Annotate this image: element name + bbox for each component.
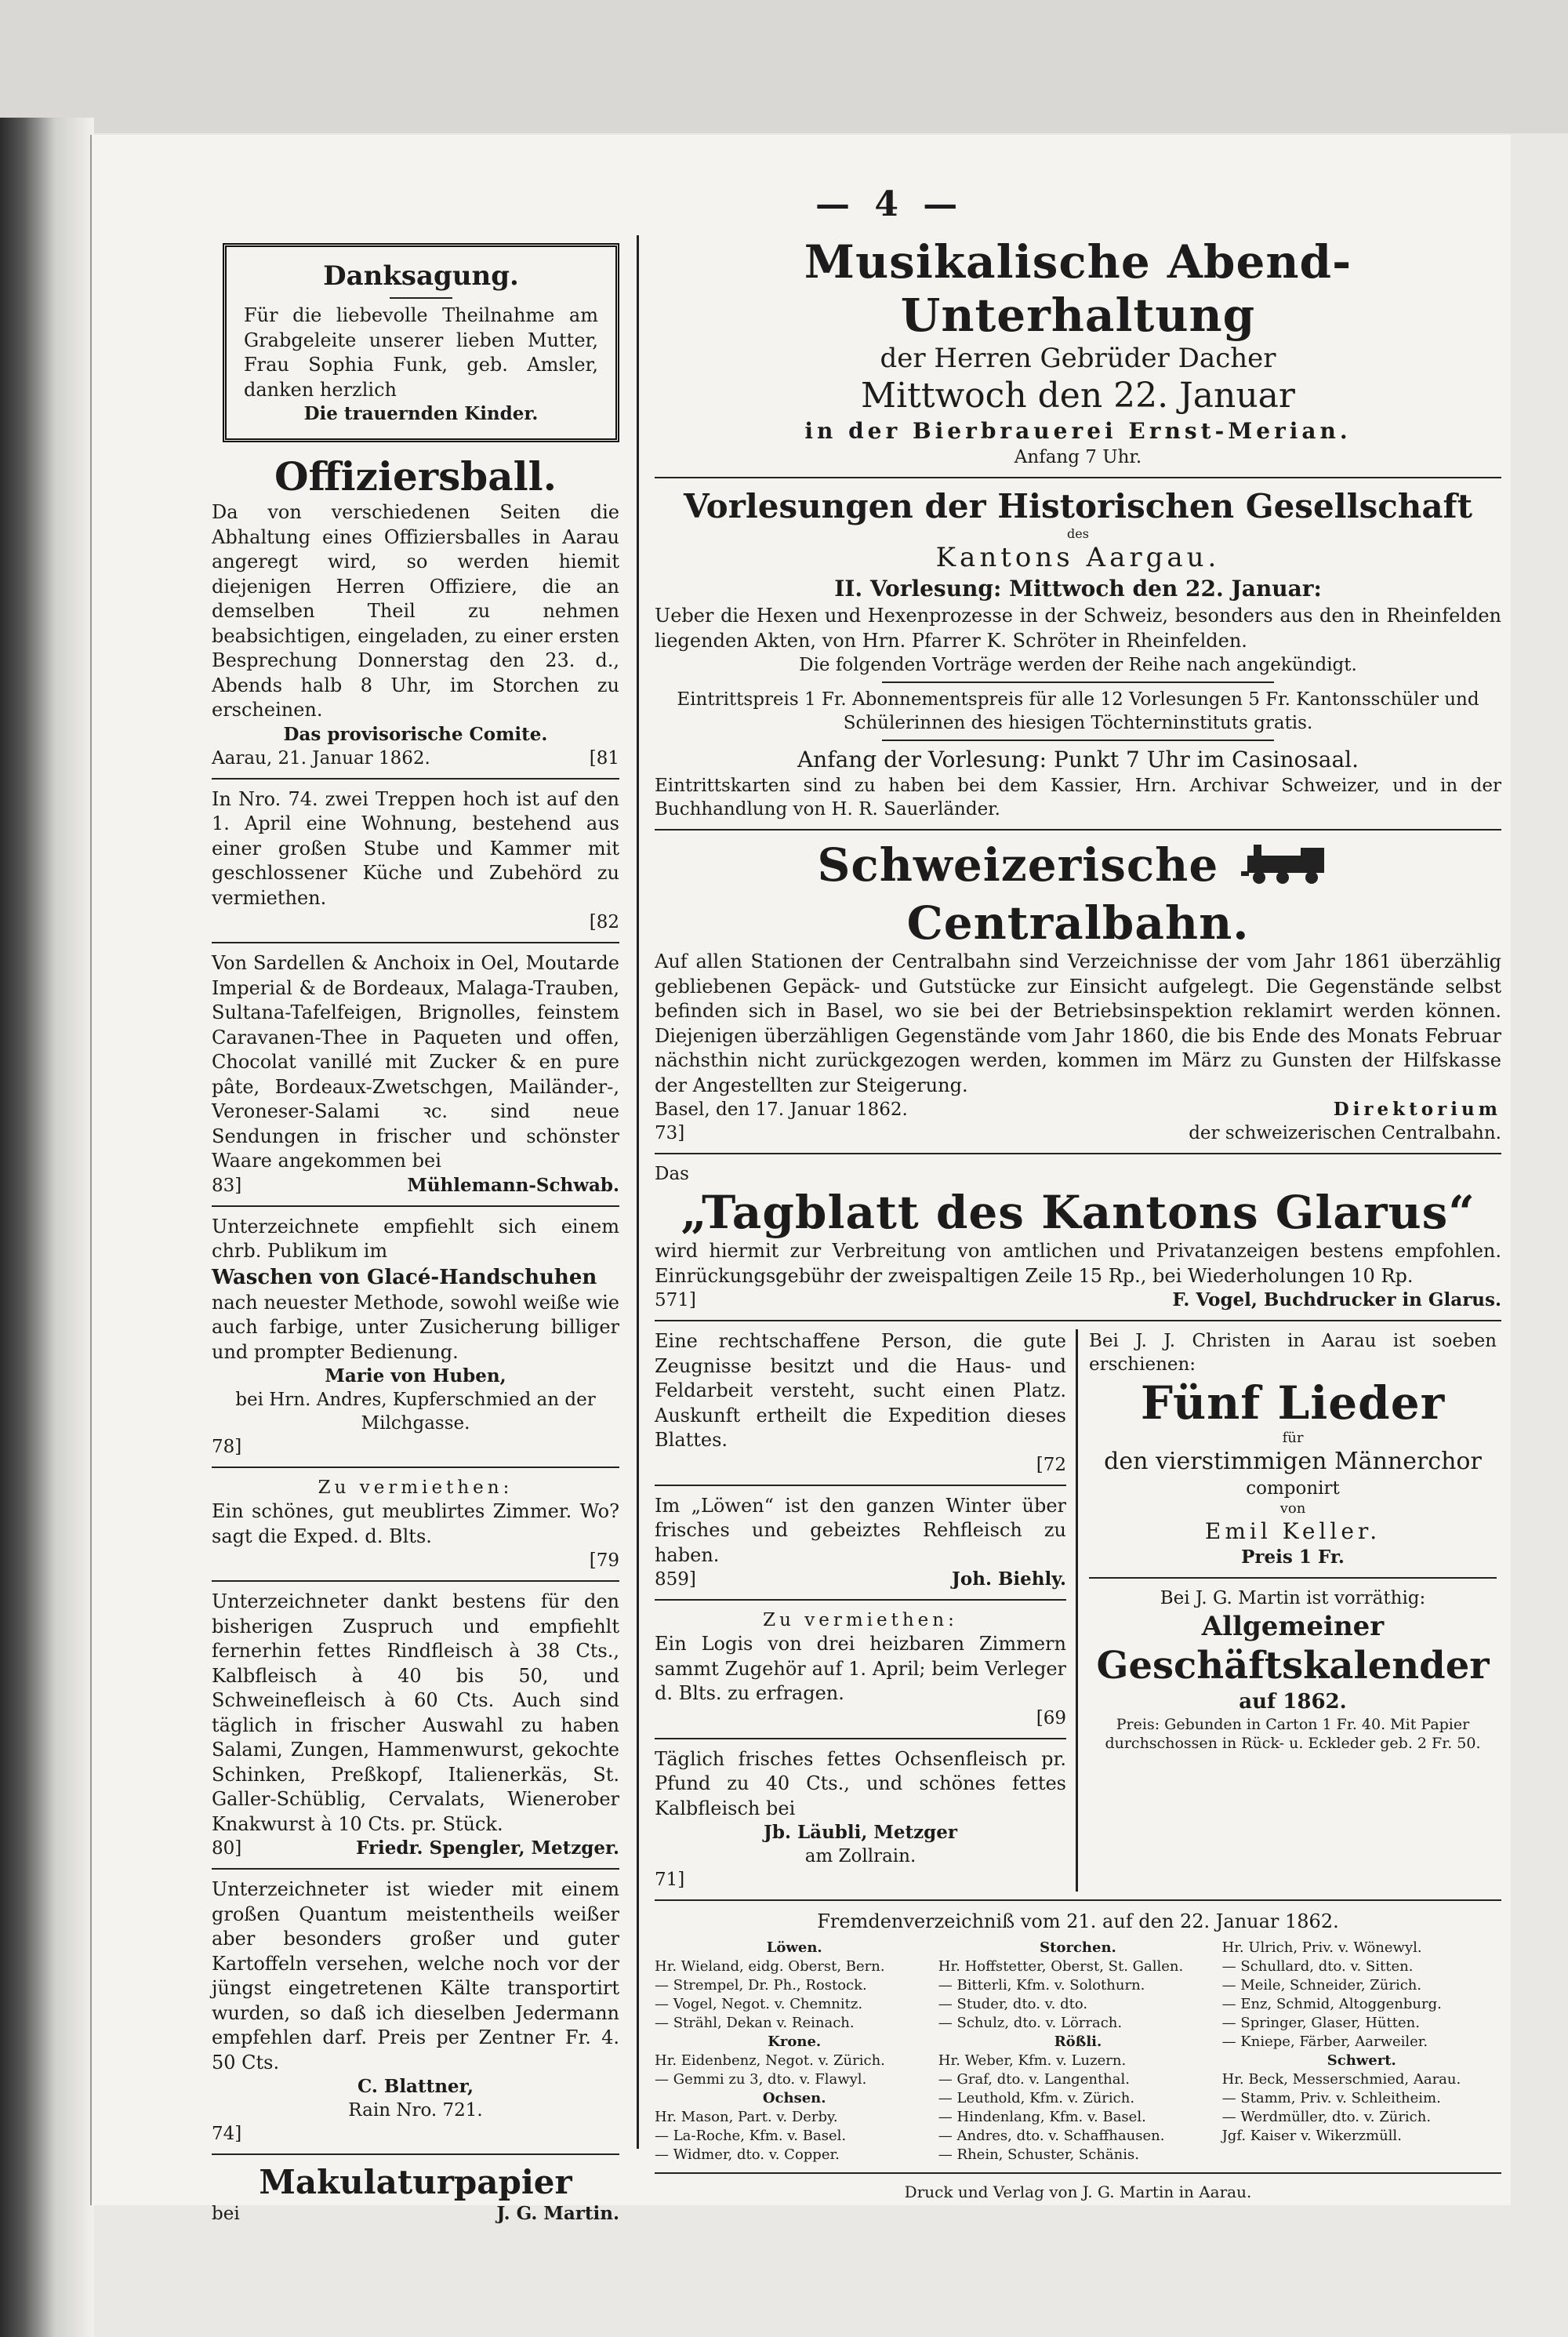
handschuhe-intro: Unterzeichnete empfiehlt sich einem chrb. Publikum im bbox=[212, 1215, 619, 1262]
register-entry: Hr. Hoffstetter, Oberst, St. Gallen. bbox=[938, 1958, 1184, 1975]
divider bbox=[655, 1153, 1501, 1154]
register-column-3 bbox=[1222, 1939, 1501, 2164]
kalender-allgemeiner: Allgemeiner bbox=[1201, 1611, 1385, 1642]
loewen-sign: Joh. Biehly. bbox=[952, 1568, 1066, 1590]
register-entry: — Graf, dto. v. Langenthal. bbox=[938, 2071, 1130, 2088]
kalender-price: Preis: Gebunden in Carton 1 Fr. 40. Mit Papier durchschossen in Rück- u. Eckleder geb. 2 Fr. 50. bbox=[1105, 1716, 1481, 1752]
tagblatt-title: „Tagblatt des Kantons Glarus“ bbox=[681, 1186, 1475, 1239]
register-entry: — Schullard, dto. v. Sitten. bbox=[1221, 1958, 1414, 1975]
register-entry: Hr. Wieland, eidg. Oberst, Bern. bbox=[655, 1958, 885, 1975]
ball-body: Da von verschiedenen Seiten die Abhaltung eines Offiziersballes in Aarau angeregt wird, so werden hiemit diejenigen Herren Offiziere, die an demselben Theil zu nehmen beabsichtigen, eingeladen, zu einer ersten Besprechung Donnerstag den 23. d., Abends halb 8 Uhr, im Storchen zu erscheinen. bbox=[212, 501, 619, 721]
person-ref: [72 bbox=[1036, 1454, 1066, 1475]
right-column bbox=[655, 235, 1501, 2202]
sub-right-column bbox=[1078, 1329, 1497, 1892]
lieder-intro: Bei J. J. Christen in Aarau ist soeben erschienen: bbox=[1089, 1331, 1497, 1375]
loewen-body: Im „Löwen“ ist den ganzen Winter über frisches und gebeiztes Rehfleisch zu haben. bbox=[655, 1494, 1066, 1566]
register-hotel-name: Krone. bbox=[768, 2034, 822, 2050]
register-entry: Hr. Weber, Kfm. v. Luzern. bbox=[938, 2052, 1127, 2069]
handschuhe-ref: 78] bbox=[212, 1437, 242, 1457]
sardellen-ref: 83] bbox=[212, 1175, 242, 1196]
divider bbox=[212, 1868, 619, 1870]
locomotive-icon bbox=[1240, 841, 1334, 896]
scan-margin bbox=[0, 0, 1568, 133]
divider bbox=[655, 1599, 1066, 1601]
handschuhe-body: nach neuester Methode, sowohl weiße wie auch farbige, unter Zusicherung billiger und prompter Bedienung. bbox=[212, 1291, 619, 1363]
register-column-1 bbox=[655, 1939, 934, 2164]
lieder-price: Preis 1 Fr. bbox=[1241, 1546, 1345, 1568]
tagblatt-ref: 571] bbox=[655, 1290, 696, 1310]
lectures-start: Anfang der Vorlesung: Punkt 7 Uhr im Casinosaal. bbox=[797, 747, 1359, 772]
divider bbox=[655, 477, 1501, 478]
register-entry: — Vogel, Negot. v. Chemnitz. bbox=[655, 1996, 863, 2012]
register-entry: — Werdmüller, dto. v. Zürich. bbox=[1221, 2109, 1432, 2125]
register-title: Fremdenverzeichniß vom 21. auf den 22. Januar 1862. bbox=[817, 1910, 1339, 1932]
makulatur-title: Makulaturpapier bbox=[259, 2163, 572, 2201]
register-entry: — Rhein, Schuster, Schänis. bbox=[938, 2146, 1139, 2163]
concert-line1: der Herren Gebrüder Dacher bbox=[880, 343, 1276, 374]
register-hotel-name: Schwert. bbox=[1327, 2052, 1396, 2069]
divider bbox=[882, 740, 1274, 741]
lectures-price: Eintrittspreis 1 Fr. Abonnementspreis für alle 12 Vorlesungen 5 Fr. Kantonsschüler und Schülerinnen des hiesigen Töchterninstituts gratis. bbox=[677, 689, 1479, 733]
divider bbox=[212, 1467, 619, 1468]
divider bbox=[655, 1899, 1501, 1901]
divider bbox=[212, 778, 619, 780]
book-binding bbox=[0, 118, 94, 2337]
imprint: Druck und Verlag von J. G. Martin in Aarau. bbox=[904, 2183, 1252, 2201]
tagblatt-body: wird hiermit zur Verbreitung von amtlichen und Privatanzeigen bestens empfohlen. Einrückungsgebühr der zweispaltigen Zeile 15 Rp., bei Wiederholungen 10 Rp. bbox=[655, 1240, 1501, 1287]
divider bbox=[212, 2153, 619, 2155]
zimmer-title: Zu vermiethen: bbox=[318, 1477, 514, 1498]
kartoffeln-ref: 74] bbox=[212, 2124, 242, 2144]
kartoffeln-address: Rain Nro. 721. bbox=[348, 2100, 483, 2121]
register-entry: — Bitterli, Kfm. v. Solothurn. bbox=[938, 1977, 1145, 1994]
spengler-sign: Friedr. Spengler, Metzger. bbox=[356, 1837, 619, 1859]
lieder-line: den vierstimmigen Männerchor bbox=[1104, 1448, 1482, 1475]
ball-ref: [81 bbox=[589, 747, 619, 769]
rail-sign1: Direktorium bbox=[1333, 1099, 1501, 1120]
register-entry: — Enz, Schmid, Altoggenburg. bbox=[1221, 1996, 1442, 2012]
divider bbox=[655, 1485, 1066, 1486]
ochsen-ref: 71] bbox=[655, 1870, 685, 1890]
register-entry: — Stamm, Priv. v. Schleitheim. bbox=[1221, 2090, 1441, 2106]
wohnung-body: In Nro. 74. zwei Treppen hoch ist auf den 1. April eine Wohnung, bestehend aus einer großen Stube und Kammer mit geschlossener Küche und Zubehörd zu vermiethen. bbox=[212, 787, 619, 909]
register-hotel-name: Rößli. bbox=[1054, 2034, 1102, 2050]
handschuhe-headline: Waschen von Glacé-Handschuhen bbox=[212, 1265, 597, 1289]
ochsen-sign: Jb. Läubli, Metzger bbox=[764, 1822, 957, 1843]
register-entry: — Gemmi zu 3, dto. v. Flawyl. bbox=[655, 2071, 867, 2088]
kalender-title: Geschäftskalender bbox=[1096, 1644, 1490, 1688]
kartoffeln-sign: C. Blattner, bbox=[357, 2076, 474, 2097]
kalender-year: auf 1862. bbox=[1239, 1690, 1347, 1714]
register-entry: — Strähl, Dekan v. Reinach. bbox=[655, 2015, 855, 2031]
loewen-ref: 859] bbox=[655, 1569, 696, 1590]
divider bbox=[655, 2172, 1501, 2174]
logis-ref: [69 bbox=[1036, 1707, 1066, 1728]
wohnung-ref: [82 bbox=[589, 912, 619, 932]
column-divider bbox=[637, 235, 639, 2149]
rail-sign2: der schweizerischen Centralbahn. bbox=[1189, 1123, 1501, 1143]
concert-line4: Anfang 7 Uhr. bbox=[1014, 447, 1142, 467]
register-entry: — La-Roche, Kfm. v. Basel. bbox=[655, 2128, 847, 2144]
lieder-composed: componirt bbox=[1246, 1478, 1340, 1499]
lectures-topic: Ueber die Hexen und Hexenprozesse in der Schweiz, besonders aus den in Rheinfelden liegenden Akten, von Hrn. Pfarrer K. Schröter in Rheinfelden. bbox=[655, 605, 1501, 652]
register-hotel-name: Ochsen. bbox=[762, 2090, 826, 2106]
handschuhe-address: bei Hrn. Andres, Kupferschmied an der Milchgasse. bbox=[235, 1390, 596, 1434]
register-entry: — Leuthold, Kfm. v. Zürich. bbox=[938, 2090, 1135, 2106]
zimmer-ref: [79 bbox=[589, 1550, 619, 1571]
kartoffeln-body: Unterzeichneter ist wieder mit einem großen Quantum meistentheils weißer aber besonders großer und guter Kartoffeln versehen, welche noch vor der jüngst eingetretenen Kälte transportirt wurden, so daß ich dieselben Jedermann empfehlen darf. Preis per Zentner Fr. 4. 50 Cts. bbox=[212, 1878, 619, 2073]
concert-title: Musikalische Abend-Unterhaltung bbox=[804, 235, 1352, 342]
rail-title-a: Schweizerische bbox=[817, 838, 1219, 892]
ball-sign: Das provisorische Comite. bbox=[283, 723, 548, 745]
lieder-title: Fünf Lieder bbox=[1140, 1376, 1446, 1430]
kalender-intro: Bei J. G. Martin ist vorräthig: bbox=[1160, 1588, 1426, 1608]
sardellen-body: Von Sardellen & Anchoix in Oel, Moutarde Imperial & de Bordeaux, Malaga-Trauben, Sultana-Tafelfeigen, Brignolles, feinstem Caravanen-Thee in Paqueten und offen, Chocolat vanillé mit Zucker & en pure pâte, Bordeaux-Zwetschgen, Mailänder-, Veroneser-Salami ꝛc. sind neue Sendungen in frischer und schönster Waare angekommen bei bbox=[212, 952, 619, 1172]
lieder-fuer: für bbox=[1282, 1430, 1304, 1446]
register-entry: — Schulz, dto. v. Lörrach. bbox=[938, 2015, 1123, 2031]
register-entry: — Kniepe, Färber, Aarweiler. bbox=[1221, 2034, 1428, 2050]
makulatur-bei: bei bbox=[212, 2204, 240, 2224]
tagblatt-das: Das bbox=[655, 1164, 689, 1184]
register-hotel-name: Löwen. bbox=[766, 1939, 822, 1956]
sardellen-sign: Mühlemann-Schwab. bbox=[407, 1174, 619, 1196]
concert-line3: in der Bierbrauerei Ernst-Merian. bbox=[804, 418, 1352, 444]
ball-title: Offiziersball. bbox=[274, 453, 557, 500]
spengler-body: Unterzeichneter dankt bestens für den bisherigen Zuspruch und empfiehlt fernerhin fettes Rindfleisch à 38 Cts., Kalbfleisch à 40 bis 50, und Schweinefleisch à 60 Cts. Auch sind täglich in frischer Auswahl zu haben Salami, Zungen, Hammenwurst, gekochte Schinken, Preßkopf, Italienerkäs, St. Galler-Schüblig, Cervalats, Wienerober Knakwurst à 10 Cts. pr. Stück. bbox=[212, 1590, 619, 1835]
two-column-section bbox=[655, 1329, 1501, 1892]
makulatur-sign: J. G. Martin. bbox=[496, 2203, 619, 2224]
tagblatt-sign: F. Vogel, Buchdrucker in Glarus. bbox=[1172, 1289, 1501, 1310]
register-entry: Jgf. Kaiser v. Wikerzmüll. bbox=[1221, 2128, 1402, 2144]
rail-body: Auf allen Stationen der Centralbahn sind Verzeichnisse der vom Jahr 1861 überzählig gebliebenen Gepäck- und Gutstücke zur Einsicht aufgelegt. Die Gegenstände selbst befinden sich in Basel, wo sie bei der Betriebsinspektion reklamirt werden können. Diejenigen überzähligen Gegenstände vom Jahr 1860, die bis Ende des Monats Februar nächsthin nicht zurückgezogen werden, kommen im März zu Gunsten der Hilfskasse der Angestellten zur Steigerung. bbox=[655, 950, 1501, 1096]
register-entry: — Studer, dto. v. dto. bbox=[938, 1996, 1088, 2012]
ochsen-address: am Zollrain. bbox=[804, 1846, 916, 1866]
divider bbox=[655, 1738, 1066, 1739]
lectures-canton: Kantons Aargau. bbox=[935, 542, 1221, 573]
page-number: — 4 — bbox=[815, 184, 964, 224]
logis-title: Zu vermiethen: bbox=[763, 1610, 958, 1630]
thanks-signature: Die trauernden Kinder. bbox=[303, 403, 539, 424]
thanks-notice bbox=[223, 243, 619, 442]
divider bbox=[1089, 1577, 1497, 1579]
register-entry: — Meile, Schneider, Zürich. bbox=[1221, 1977, 1422, 1994]
left-column bbox=[212, 235, 619, 2226]
concert-line2: Mittwoch den 22. Januar bbox=[861, 376, 1295, 416]
register-hotel-name: Storchen. bbox=[1040, 1939, 1116, 1956]
rail-date: Basel, den 17. Januar 1862. bbox=[655, 1099, 908, 1120]
guest-register bbox=[655, 1939, 1501, 2164]
register-entry: — Strempel, Dr. Ph., Rostock. bbox=[655, 1977, 867, 1994]
register-entry: — Springer, Glaser, Hütten. bbox=[1221, 2015, 1420, 2031]
register-entry: — Hindenlang, Kfm. v. Basel. bbox=[938, 2109, 1146, 2125]
divider bbox=[212, 942, 619, 943]
register-entry: Hr. Mason, Part. v. Derby. bbox=[655, 2109, 838, 2125]
ball-date: Aarau, 21. Januar 1862. bbox=[212, 747, 430, 769]
lectures-tickets: Eintrittskarten sind zu haben bei dem Kassier, Hrn. Archivar Schweizer, und in der Buchhandlung von H. R. Sauerländer. bbox=[655, 776, 1501, 820]
register-entry: — Widmer, dto. v. Copper. bbox=[655, 2146, 840, 2163]
person-body: Eine rechtschaffene Person, die gute Zeugnisse besitzt und die Haus- und Feldarbeit versteht, sucht einen Platz. Auskunft ertheilt die Expedition dieses Blattes. bbox=[655, 1330, 1066, 1451]
divider bbox=[212, 1580, 619, 1582]
divider bbox=[212, 1205, 619, 1207]
ochsen-body: Täglich frisches fettes Ochsenfleisch pr. Pfund zu 40 Cts., und schönes fettes Kalbfleisch bei bbox=[655, 1747, 1066, 1819]
divider bbox=[655, 829, 1501, 830]
lectures-second: II. Vorlesung: Mittwoch den 22. Januar: bbox=[834, 576, 1322, 602]
lectures-des: des bbox=[1067, 526, 1089, 541]
lieder-composer: Emil Keller. bbox=[1204, 1518, 1381, 1544]
divider bbox=[390, 297, 452, 299]
register-entry: — Andres, dto. v. Schaffhausen. bbox=[938, 2128, 1165, 2144]
lieder-von: von bbox=[1279, 1500, 1306, 1517]
divider bbox=[655, 1320, 1501, 1321]
register-entry: Hr. Ulrich, Priv. v. Wönewyl. bbox=[1221, 1939, 1422, 1956]
rail-title-b: Centralbahn. bbox=[906, 896, 1250, 950]
thanks-body: Für die liebevolle Theilnahme am Grabgeleite unserer lieben Mutter, Frau Sophia Funk, geb. Amsler, danken herzlich bbox=[244, 304, 598, 401]
lectures-note: Die folgenden Vorträge werden der Reihe nach angekündigt. bbox=[799, 655, 1357, 675]
zimmer-body: Ein schönes, gut meublirtes Zimmer. Wo? sagt die Exped. d. Blts. bbox=[212, 1500, 619, 1547]
logis-body: Ein Logis von drei heizbaren Zimmern sammt Zugehör auf 1. April; beim Verleger d. Blts. zu erfragen. bbox=[655, 1633, 1066, 1704]
spengler-ref: 80] bbox=[212, 1838, 242, 1859]
rail-title bbox=[655, 838, 1501, 950]
handschuhe-name: Marie von Huben, bbox=[325, 1365, 506, 1387]
sub-left-column bbox=[655, 1329, 1078, 1892]
lectures-title: Vorlesungen der Historischen Gesellschaft bbox=[683, 487, 1473, 525]
register-entry: Hr. Eidenbenz, Negot. v. Zürich. bbox=[655, 2052, 885, 2069]
divider bbox=[882, 681, 1274, 683]
rail-ref: 73] bbox=[655, 1123, 685, 1143]
thanks-title: Danksagung. bbox=[323, 260, 519, 292]
register-entry: Hr. Beck, Messerschmied, Aarau. bbox=[1221, 2071, 1461, 2088]
register-column-2 bbox=[938, 1939, 1218, 2164]
